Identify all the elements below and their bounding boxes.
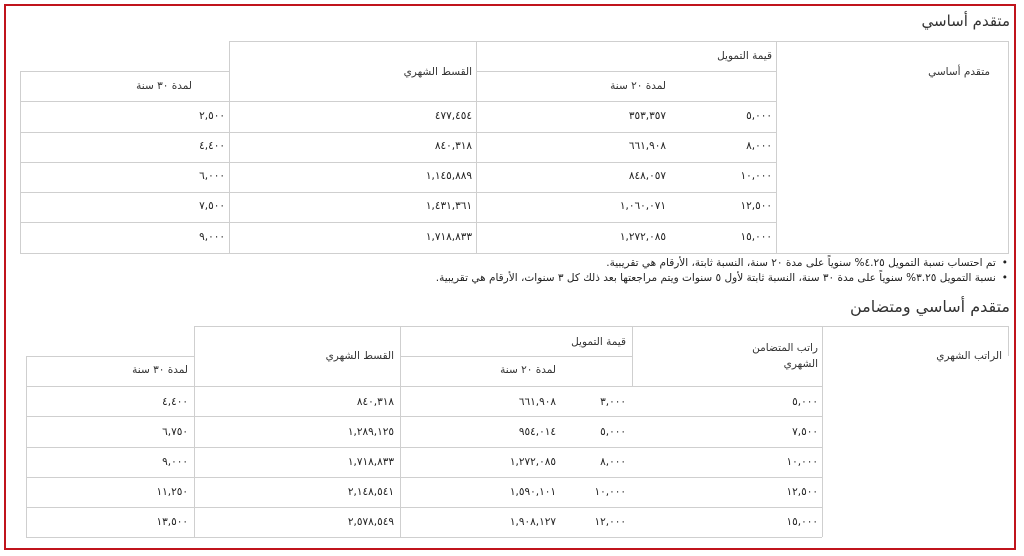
t1-r1-salary: ٥,٠٠٠	[746, 110, 772, 122]
t1-r4-salary: ١٢,٥٠٠	[740, 200, 772, 212]
t2-vline-4	[822, 326, 823, 537]
t2-r3-fin30: ٩,٠٠٠	[162, 456, 188, 468]
t1-line-sub	[476, 71, 776, 72]
t2-r1-fin30: ٤,٤٠٠	[162, 396, 188, 408]
t2-row-header: الراتب الشهري	[936, 350, 1002, 362]
t2-vline-3	[632, 326, 633, 386]
t1-r1-fin30: ٢,٥٠٠	[199, 110, 225, 122]
t1-line-r3	[20, 192, 776, 193]
t1-vline-0	[20, 71, 21, 253]
t2-r4-cosigner: ١٠,٠٠٠	[594, 486, 626, 498]
notes-list	[436, 256, 1008, 286]
t1-r2-inst-total: ٨٤٠,٣١٨	[434, 140, 472, 152]
t1-vline-3	[776, 41, 777, 253]
t2-col-cosigner-line1: راتب المتضامن	[752, 342, 818, 354]
t2-r4-salary: ١٢,٥٠٠	[786, 486, 818, 498]
t2-line-top-left	[26, 356, 194, 357]
t1-line-r2	[20, 162, 776, 163]
t1-r4-inst-total: ١,٤٣١,٣٦١	[425, 200, 472, 212]
t1-r3-inst20: ٨٤٨,٠٥٧	[628, 170, 666, 182]
t2-r1-cosigner: ٣,٠٠٠	[600, 396, 626, 408]
t2-line-top	[194, 326, 1009, 327]
t2-r2-cosigner: ٥,٠٠٠	[600, 426, 626, 438]
t2-r2-salary: ٧,٥٠٠	[792, 426, 818, 438]
t2-r2-inst: ١,٢٨٩,١٢٥	[347, 426, 394, 438]
t1-row-header: متقدم أساسي	[928, 66, 990, 78]
note-item: • تم احتساب نسبة التمويل ٤.٢٥% سنوياً على مدة ٢٠ سنة، النسبة ثابتة، الأرقام هي تقريبية.	[436, 256, 1008, 271]
t2-line-r4	[26, 507, 822, 508]
t2-r1-fin20: ٦٦١,٩٠٨	[518, 396, 556, 408]
t2-col-financing: قيمة التمويل	[571, 336, 626, 348]
t2-sub-20: لمدة ٢٠ سنة	[500, 364, 556, 376]
t2-r2-fin20: ٩٥٤,٠١٤	[518, 426, 556, 438]
t1-line-top	[229, 41, 1009, 42]
t1-sub-30: لمدة ٣٠ سنة	[136, 80, 192, 92]
t1-r5-fin30: ٩,٠٠٠	[199, 231, 225, 243]
t1-line-head-bottom	[20, 101, 776, 102]
t1-vline-4	[1008, 41, 1009, 253]
t2-vline-0	[26, 356, 27, 537]
t2-r5-fin30: ١٣,٥٠٠	[156, 516, 188, 528]
t1-r4-inst20: ١,٠٦٠,٠٧١	[619, 200, 666, 212]
t1-col-installment: القسط الشهري	[403, 66, 472, 78]
t1-r2-salary: ٨,٠٠٠	[746, 140, 772, 152]
t2-r4-fin30: ١١,٢٥٠	[156, 486, 188, 498]
t2-r3-fin20: ١,٢٧٢,٠٨٥	[509, 456, 556, 468]
t2-line-r3	[26, 477, 822, 478]
t2-line-r1	[26, 416, 822, 417]
t1-r3-fin30: ٦,٠٠٠	[199, 170, 225, 182]
t1-line-top-left	[20, 71, 229, 72]
t2-col-installment: القسط الشهري	[325, 350, 394, 362]
t2-r5-cosigner: ١٢,٠٠٠	[594, 516, 626, 528]
t1-line-r1	[20, 132, 776, 133]
t2-line-bottom	[26, 537, 822, 538]
t1-col-financing: قيمة التمويل	[717, 50, 772, 62]
t1-vline-1	[229, 41, 230, 253]
t2-sub-30: لمدة ٣٠ سنة	[132, 364, 188, 376]
t2-r5-inst: ٢,٥٧٨,٥٤٩	[347, 516, 394, 528]
t2-line-head-bottom	[26, 386, 822, 387]
t2-r5-salary: ١٥,٠٠٠	[786, 516, 818, 528]
t2-r3-cosigner: ٨,٠٠٠	[600, 456, 626, 468]
t1-r5-inst20: ١,٢٧٢,٠٨٥	[619, 231, 666, 243]
t1-r1-inst20: ٣٥٣,٣٥٧	[628, 110, 666, 122]
note-item: • نسبة التمويل ٣.٢٥% سنوياً على مدة ٣٠ سنة، النسبة ثابتة لأول ٥ سنوات ويتم مراجعتها بعد ذلك كل ٣ سنوات، الأرقام هي تقريبية.	[436, 271, 1008, 286]
section2-title: متقدم أساسي ومتضامن	[849, 297, 1010, 316]
t2-r4-fin20: ١,٥٩٠,١٠١	[509, 486, 556, 498]
t2-col-cosigner-line2: الشهري	[783, 358, 818, 370]
t1-vline-2	[476, 41, 477, 253]
t1-r3-salary: ١٠,٠٠٠	[740, 170, 772, 182]
t1-line-r4	[20, 222, 776, 223]
t2-r1-salary: ٥,٠٠٠	[792, 396, 818, 408]
t2-r1-inst: ٨٤٠,٣١٨	[356, 396, 394, 408]
t1-r3-inst-total: ١,١٤٥,٨٨٩	[425, 170, 472, 182]
t1-line-bottom	[20, 253, 1009, 254]
t2-vline-2	[400, 326, 401, 537]
t2-vline-1	[194, 326, 195, 537]
t2-vline-5	[1008, 326, 1009, 356]
t1-r1-inst-total: ٤٧٧,٤٥٤	[434, 110, 472, 122]
t2-line-r2	[26, 447, 822, 448]
section1-title: متقدم أساسي	[921, 12, 1010, 30]
t1-r4-fin30: ٧,٥٠٠	[199, 200, 225, 212]
t1-r2-fin30: ٤,٤٠٠	[199, 140, 225, 152]
t1-r2-inst20: ٦٦١,٩٠٨	[628, 140, 666, 152]
t1-r5-salary: ١٥,٠٠٠	[740, 231, 772, 243]
t2-r4-inst: ٢,١٤٨,٥٤١	[347, 486, 394, 498]
t1-r5-inst-total: ١,٧١٨,٨٣٣	[425, 231, 472, 243]
t2-r3-inst: ١,٧١٨,٨٣٣	[347, 456, 394, 468]
t2-r2-fin30: ٦,٧٥٠	[162, 426, 188, 438]
t2-r5-fin20: ١,٩٠٨,١٢٧	[509, 516, 556, 528]
t2-line-sub	[400, 356, 632, 357]
t2-r3-salary: ١٠,٠٠٠	[786, 456, 818, 468]
t1-sub-20: لمدة ٢٠ سنة	[610, 80, 666, 92]
